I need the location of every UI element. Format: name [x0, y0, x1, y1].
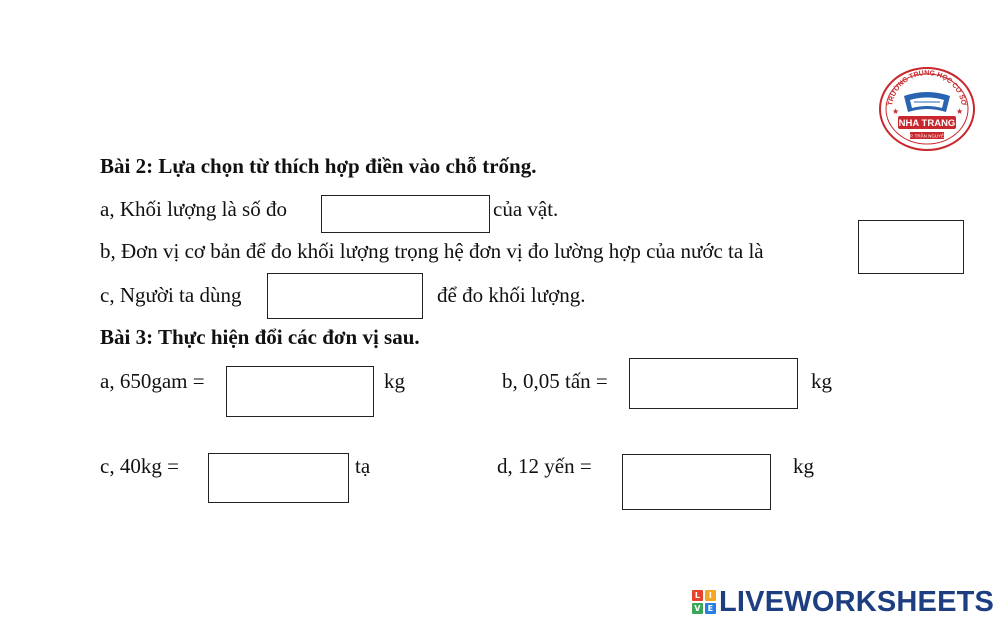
bai2-c-suffix: để đo khối lượng.: [437, 283, 586, 307]
bai2-c-prompt: c, Người ta dùng: [100, 283, 242, 307]
logo-ribbon: CP. TRẦN NGUYÊN: [906, 133, 948, 139]
bai3-d-unit: kg: [793, 454, 814, 478]
bai2-b-prompt: b, Đơn vị cơ bản để đo khối lượng trọng hệ đơn vị đo lường hợp của nước ta là: [100, 239, 764, 263]
mark-tile: I: [705, 590, 716, 601]
star-icon: ★: [892, 107, 900, 116]
bai3-c-answer-box[interactable]: [208, 453, 349, 503]
bai2-c-answer-box[interactable]: [267, 273, 423, 319]
bai3-b-unit: kg: [811, 369, 832, 393]
school-logo: [878, 66, 976, 152]
bai2-a-answer-box[interactable]: [321, 195, 490, 233]
bai3-title: Bài 3: Thực hiện đổi các đơn vị sau.: [100, 325, 420, 349]
liveworksheets-mark-icon: [692, 590, 716, 614]
bai2-a-prompt: a, Khối lượng là số đo: [100, 197, 287, 221]
logo-name: NHA TRANG: [898, 118, 956, 129]
logo-arc-text: TRƯỜNG TRUNG HỌC CƠ SỞ: [887, 69, 967, 107]
liveworksheets-wordmark: LIVEWORKSHEETS: [719, 585, 995, 618]
liveworksheets-logo: [692, 586, 994, 618]
bai3-b-answer-box[interactable]: [629, 358, 798, 409]
star-icon: ★: [956, 107, 964, 116]
bai2-title: Bài 2: Lựa chọn từ thích hợp điền vào chỗ trống.: [100, 154, 537, 178]
bai3-a-unit: kg: [384, 369, 405, 393]
bai3-d-answer-box[interactable]: [622, 454, 771, 510]
bai3-a-label: a, 650gam =: [100, 369, 205, 393]
bai3-a-answer-box[interactable]: [226, 366, 374, 417]
bai3-c-unit: tạ: [355, 454, 371, 478]
mark-tile: E: [705, 603, 716, 614]
mark-tile: V: [692, 603, 703, 614]
bai3-c-label: c, 40kg =: [100, 454, 179, 478]
bai3-d-label: d, 12 yến =: [497, 454, 592, 478]
bai2-a-suffix: của vật.: [493, 197, 559, 221]
mark-tile: L: [692, 590, 703, 601]
bai2-b-answer-box[interactable]: [858, 220, 964, 274]
bai3-b-label: b, 0,05 tấn =: [502, 369, 608, 393]
